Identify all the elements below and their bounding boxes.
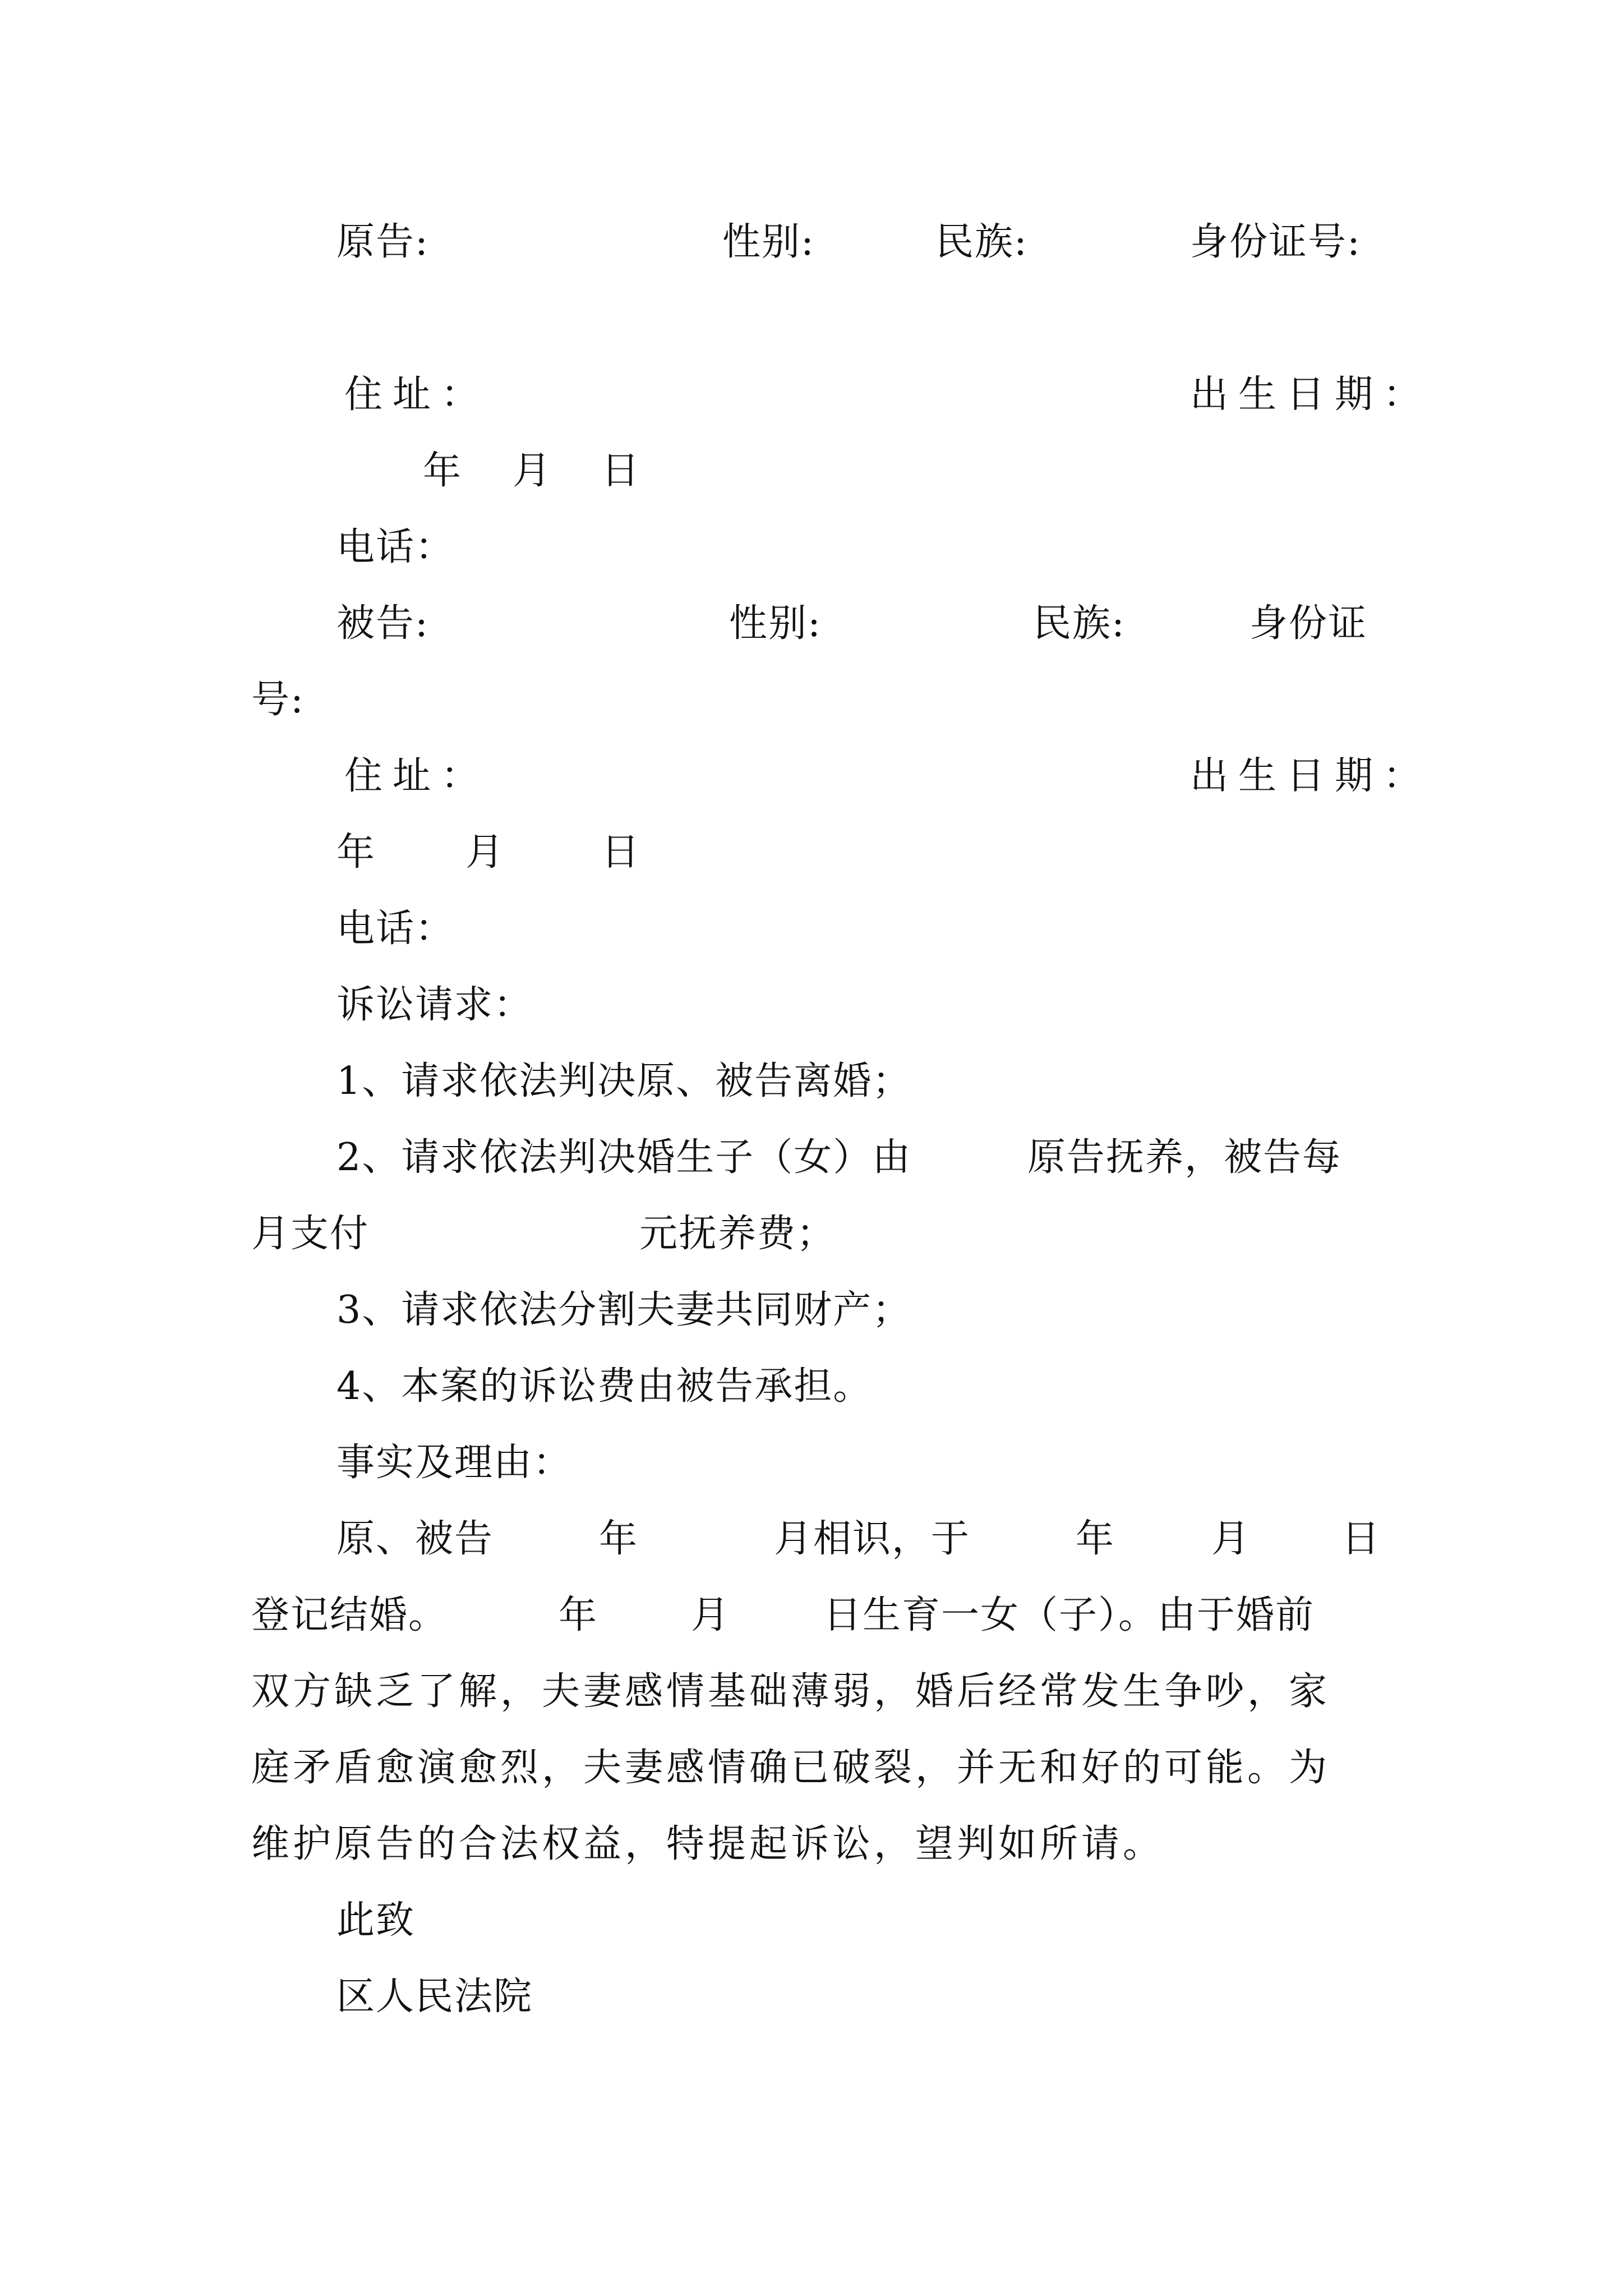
defendant-phone-label: 电话： [336,907,455,951]
plaintiff-address-label: 住址： [344,372,490,417]
defendant-birth-day: 日 [601,830,641,875]
plaintiff-name-label: 原告: [336,220,429,264]
defendant-ethnicity-label: 民族: [1033,601,1126,646]
plaintiff-birth-day: 日 [601,449,641,493]
facts-line2-part1: 登记结婚。 [251,1593,448,1637]
defendant-gender-label: 性别: [729,601,822,646]
closing-court: 区人民法院 [336,1975,533,2019]
plaintiff-ethnicity-label: 民族: [935,220,1028,264]
defendant-name-label: 被告: [336,601,429,646]
defendant-birth-label: 出生日期： [1190,754,1432,798]
claim-item-2-cont-a: 月支付 [251,1212,370,1256]
claim-item-4: 4、本案的诉讼费由被告承担。 [336,1364,873,1409]
facts-line2-part2: 年 [559,1593,598,1637]
facts-line1-part1: 原、被告 [336,1517,494,1561]
plaintiff-birth-year: 年 [423,449,463,493]
facts-line1-part6: 日 [1341,1517,1381,1561]
claim-item-3: 3、请求依法分割夫妻共同财产； [336,1288,912,1332]
plaintiff-gender-label: 性别: [722,220,815,264]
claim-item-2-part1: 2、请求依法判决婚生子（女）由 [336,1135,912,1180]
defendant-birth-year: 年 [336,830,376,875]
plaintiff-birth-month: 月 [513,449,552,493]
facts-line1-part3: 月相识，于 [774,1517,971,1561]
defendant-id-label-continued: 号: [251,678,305,722]
closing-salutation: 此致 [336,1898,416,1943]
facts-line2-part4: 日生育一女（子）。由于婚前 [823,1593,1315,1637]
facts-line1-part2: 年 [599,1517,639,1561]
plaintiff-birth-label: 出生日期： [1190,372,1432,417]
facts-line1-part5: 月 [1211,1517,1251,1561]
claim-item-1: 1、请求依法判决原、被告离婚； [336,1059,912,1103]
claim-item-2-part2: 原告抚养，被告每 [1027,1135,1342,1180]
facts-line2-part3: 月 [691,1593,731,1637]
plaintiff-phone-label: 电话： [336,525,455,569]
defendant-birth-month: 月 [465,830,505,875]
facts-line3: 双方缺乏了解，夫妻感情基础薄弱，婚后经常发生争吵，家 [251,1669,1331,1714]
facts-line5: 维护原告的合法权益，特提起诉讼，望判如所请。 [251,1822,1165,1866]
plaintiff-id-label: 身份证号: [1190,220,1361,264]
claim-item-2-cont-b: 元抚养费； [639,1212,836,1256]
facts-line1-part4: 年 [1076,1517,1115,1561]
claims-heading: 诉讼请求： [336,983,533,1027]
defendant-id-label: 身份证 [1249,601,1368,646]
facts-line4: 庭矛盾愈演愈烈，夫妻感情确已破裂，并无和好的可能。为 [251,1746,1331,1790]
facts-heading: 事实及理由： [336,1441,573,1485]
defendant-address-label: 住址： [344,754,490,798]
